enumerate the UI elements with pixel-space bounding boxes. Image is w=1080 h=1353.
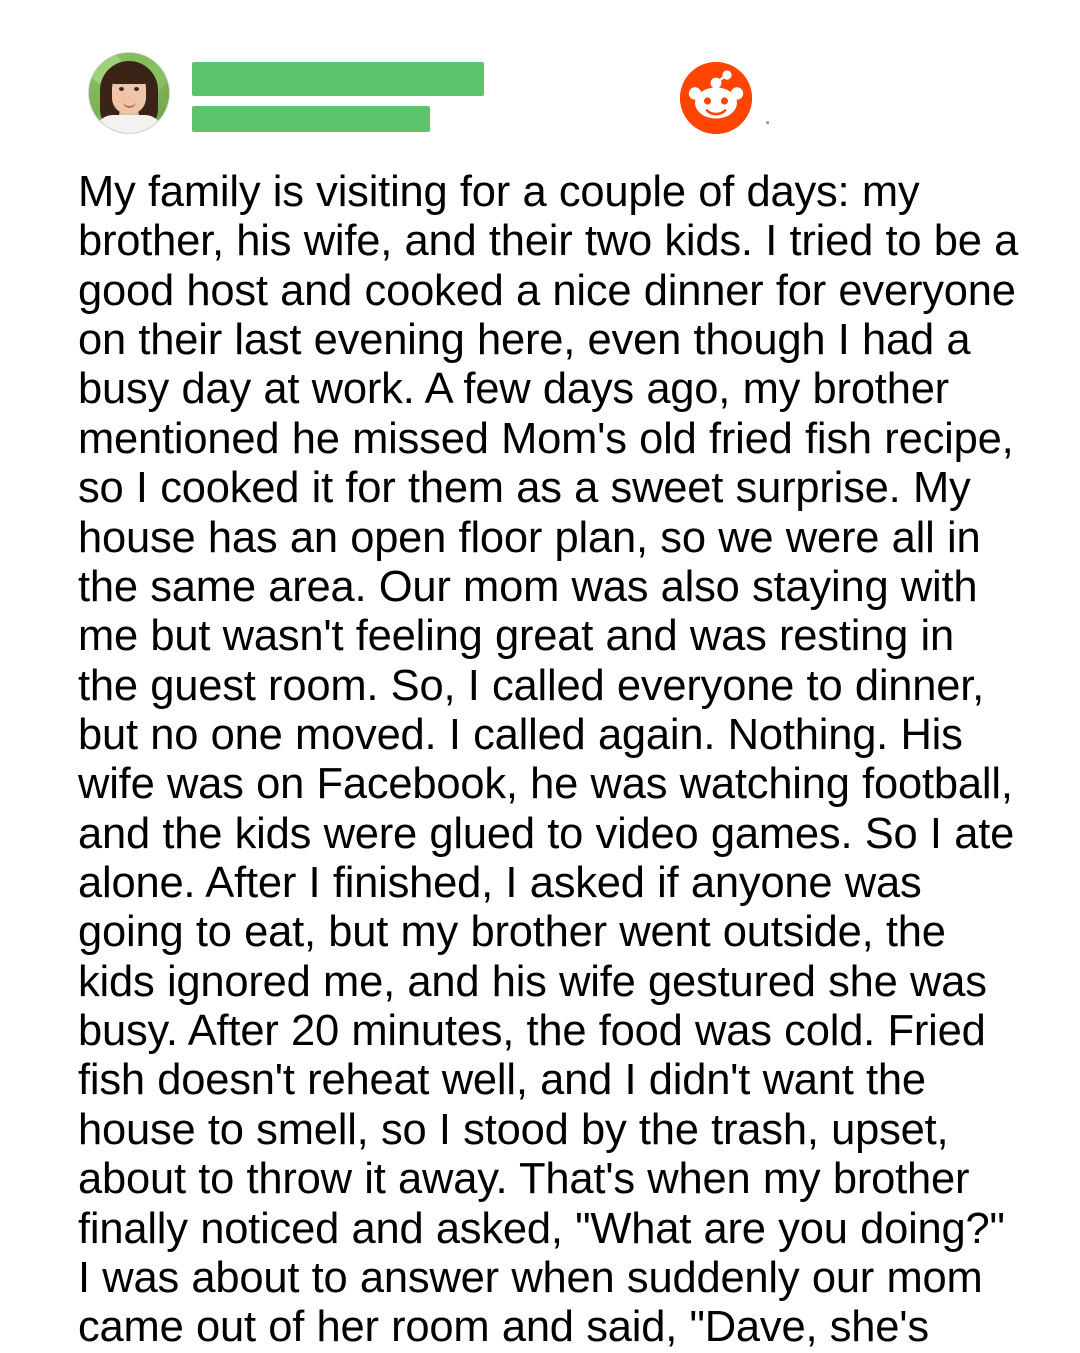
avatar[interactable] — [88, 52, 170, 134]
author-name-block — [192, 52, 484, 132]
reddit-icon[interactable] — [680, 62, 752, 134]
avatar-fringe — [109, 66, 149, 84]
redacted-handle-bar — [192, 106, 430, 132]
post-body-text: My family is visiting for a couple of days: my brother, his wife, and their two kids. I tried to be a good host and cooked a nice dinner for everyone on their last evening here, even though I had a busy day at work. A few days ago, my brother mentioned he missed Mom's old fried fish recipe, so I cooked it for them as a sweet surprise. My house has an open floor plan, so we were all in the same area. Our mom was also staying with me but wasn't feeling great and was resting in the guest room. So, I called everyone to dinner, but no one moved. I called again. Nothing. His wife was on Facebook, he was watching football, and the kids were glued to video games. So I ate alone. After I finished, I asked if anyone was going to eat, but my brother went outside, the kids ignored me, and his wife gestured she was busy. After 20 minutes, the food was cold. Fried fish doesn't reheat well, and I didn't want the house to smell, so I stood by the trash, upset, about to throw it away. That's when my brother finally noticed and asked, "What are you doing?" I was about to answer when suddenly our mom came out of her room and said, "Dave, she's — [78, 168, 1019, 1352]
brand-trailing-dot: . — [764, 100, 772, 130]
redacted-username-bar — [192, 62, 484, 96]
avatar-eye-left — [119, 87, 124, 91]
post-header — [88, 52, 1040, 162]
avatar-shoulders — [95, 115, 163, 133]
avatar-eye-right — [134, 87, 139, 91]
brand-mark — [680, 62, 771, 134]
